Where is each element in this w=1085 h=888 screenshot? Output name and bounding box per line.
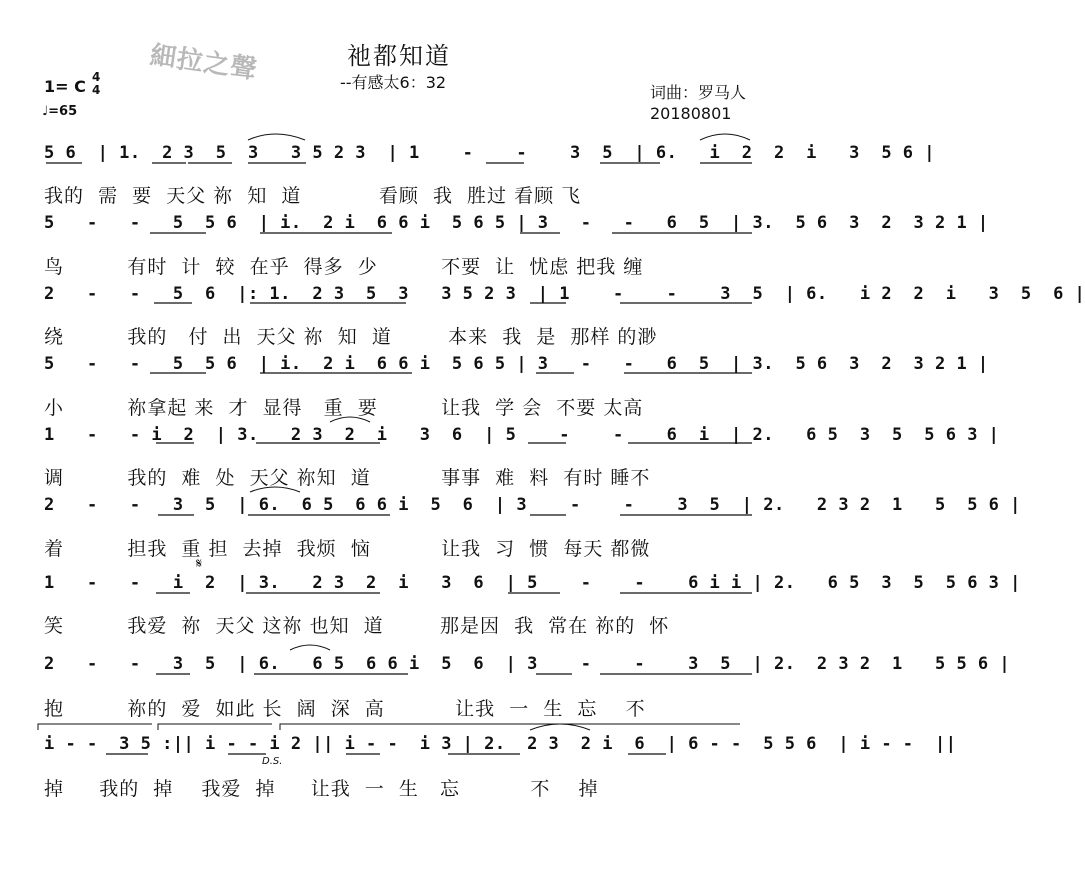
key-signature: 1= C: [44, 77, 86, 96]
music-row-8: 2 - - 3 5 | 6. 6 5 6 6 i 5 6 | 3 - - 3 5 | 2. 2 3 2 1 5 5 6 |: [44, 654, 1011, 674]
music-row-2: 5 - - 5 5 6 | i. 2 i 6 6 i 5 6 5 | 3 - - 6 5 | 3. 5 6 3 2 3 2 1 |: [44, 213, 989, 233]
date-line: 20180801: [650, 104, 732, 123]
ending-bracket-3: [280, 724, 740, 730]
watermark-logo: 細拉之聲: [148, 40, 260, 86]
ending-bracket-2: [158, 724, 272, 730]
lyrics-row-5: 调 我的 难 处 天父 祢知 道 事事 难 料 有时 睡不: [44, 467, 651, 489]
music-row-9: i - - 3 5 :|| i - - i 2 || i - - i 3 | 2. 2 3 2 i 6 | 6 - - 5 5 6 | i - - ||: [44, 734, 957, 754]
ending-bracket-1: [38, 724, 152, 730]
lyrics-row-7: 笑 我爱 祢 天父 这祢 也知 道 那是因 我 常在 祢的 怀: [44, 615, 670, 637]
slur: [530, 724, 590, 730]
slur: [700, 134, 750, 140]
slur: [290, 645, 330, 650]
lyrics-row-1: 我的 需 要 天父 祢 知 道 看顾 我 胜过 看顾 飞: [44, 185, 582, 207]
ds-mark: D.S.: [262, 756, 283, 767]
slur: [250, 487, 300, 492]
music-row-4: 5 - - 5 5 6 | i. 2 i 6 6 i 5 6 5 | 3 - - 6 5 | 3. 5 6 3 2 3 2 1 |: [44, 354, 989, 374]
time-signature-top: 4: [92, 70, 101, 84]
time-signature-bottom: 4: [92, 83, 101, 97]
song-subtitle: --有感太6：32: [340, 73, 447, 92]
music-row-6: 2 - - 3 5 | 6. 6 5 6 6 i 5 6 | 3 - - 3 5 | 2. 2 3 2 1 5 5 6 |: [44, 495, 1021, 515]
slur: [248, 134, 305, 140]
music-row-5: 1 - - i 2 | 3. 2 3 2 i 3 6 | 5 - - 6 i | 2. 6 5 3 5 5 6 3 |: [44, 425, 1000, 445]
music-row-3: 2 - - 5 6 |: 1. 2 3 5 3 3 5 2 3 | 1 - - 3 5 | 6. i 2 2 i 3 5 6 |: [44, 284, 1085, 304]
music-row-7: 1 - - i 2 | 3. 2 3 2 i 3 6 | 5 - - 6 i i | 2. 6 5 3 5 5 6 3 |: [44, 573, 1021, 593]
lyrics-row-4: 小 祢拿起 来 才 显得 重 要 让我 学 会 不要 太高: [44, 397, 644, 419]
segno-mark: 𝄋: [196, 556, 203, 572]
lyrics-row-3: 绕 我的 付 出 天父 祢 知 道 本来 我 是 那样 的渺: [44, 326, 658, 348]
tempo-mark: ♩=65: [42, 104, 78, 119]
lyrics-row-2: 鸟 有时 计 较 在乎 得多 少 不要 让 忧虑 把我 缠: [44, 256, 644, 278]
credit-line: 词曲：罗马人: [650, 83, 747, 102]
lyrics-row-8: 抱 祢的 爱 如此 长 阔 深 高 让我 一 生 忘 不: [44, 698, 646, 720]
lyrics-row-6: 着 担我 重 担 去掉 我烦 恼 让我 习 惯 每天 都微: [44, 538, 651, 560]
lyrics-row-9: 掉 我的 掉 我爱 掉 让我 一 生 忘 不 掉: [44, 778, 599, 800]
music-row-1: 5 6 | 1. 2 3 5 3 3 5 2 3 | 1 - - 3 5 | 6. i 2 2 i 3 5 6 |: [44, 143, 935, 163]
song-title: 祂都知道: [347, 42, 451, 70]
slur: [330, 417, 370, 422]
